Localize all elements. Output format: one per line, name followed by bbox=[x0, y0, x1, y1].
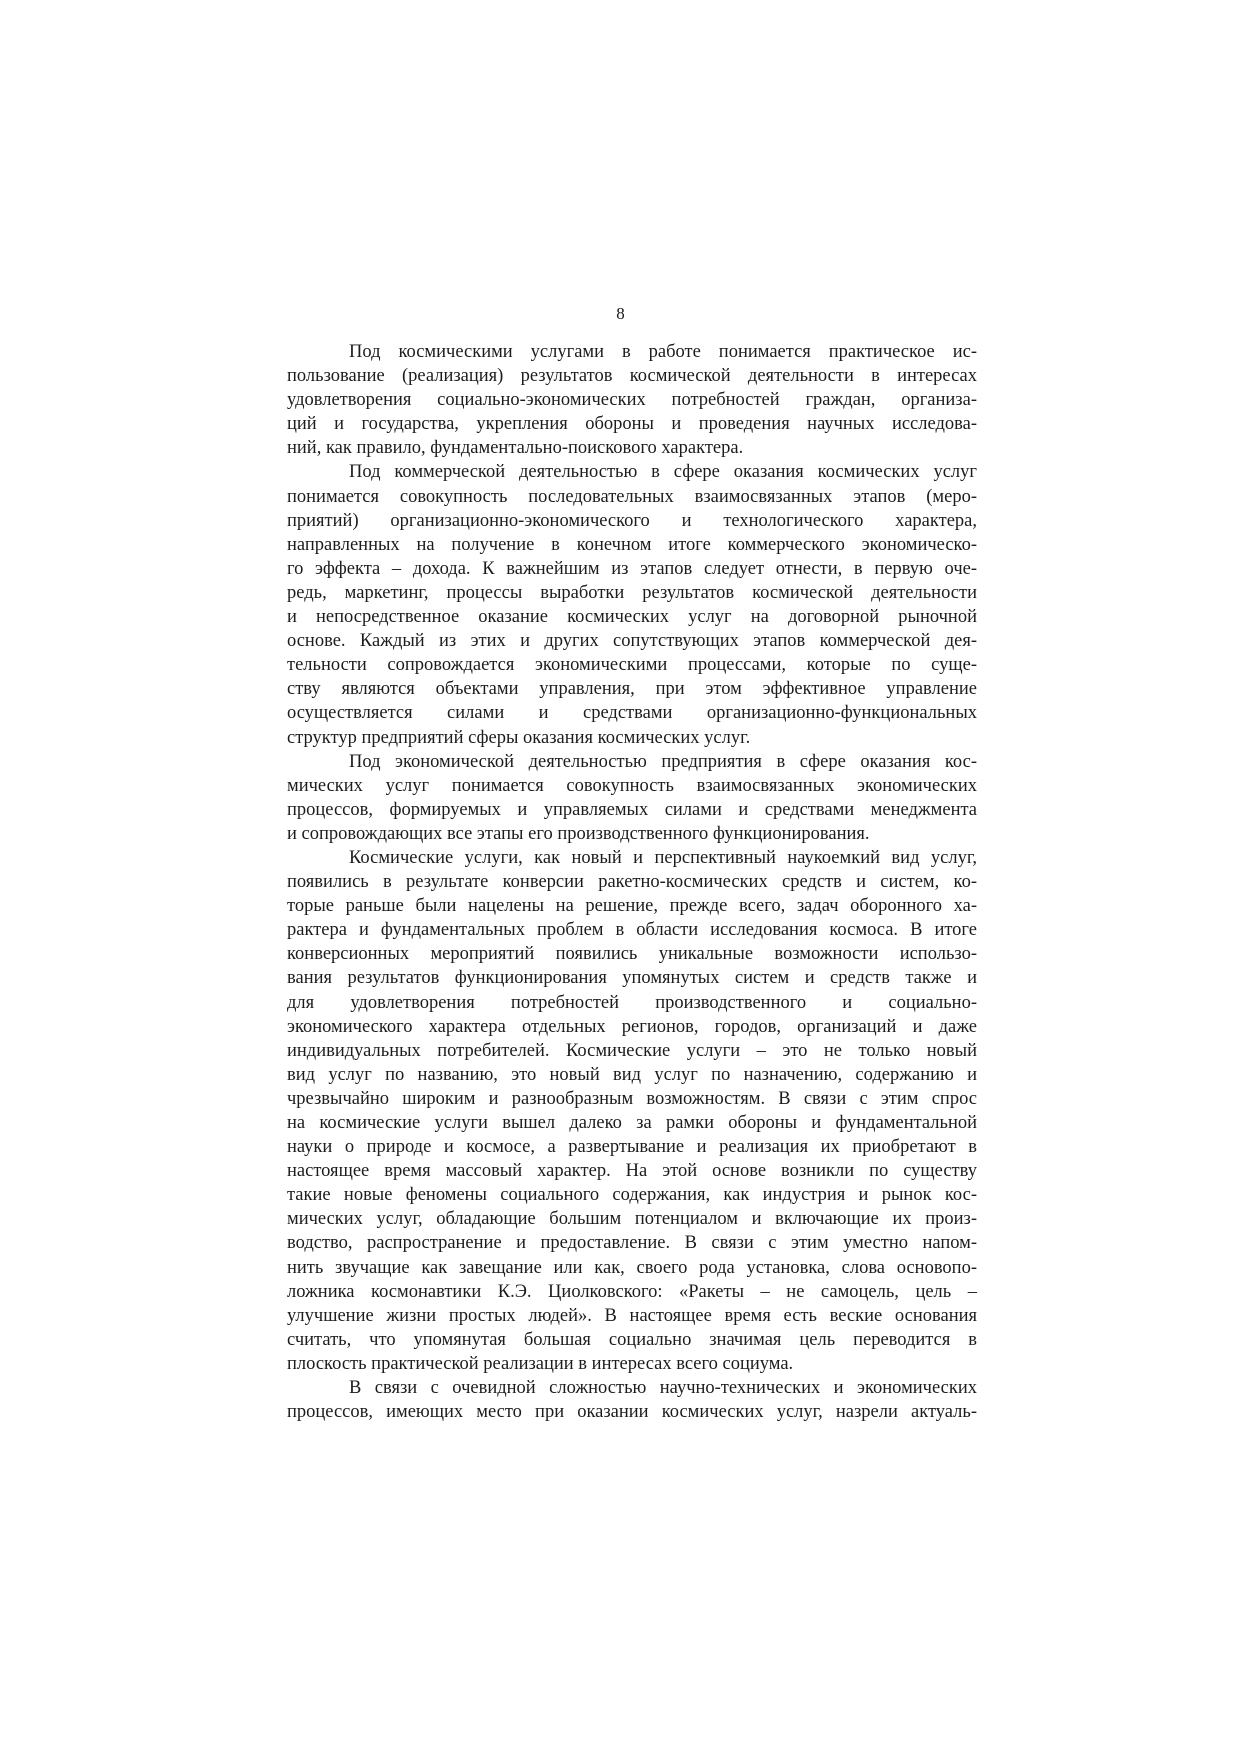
text-line: Под экономической деятельностью предприятия в сфере оказания кос- bbox=[349, 751, 977, 772]
text-line: пользование (реализация) результатов космической деятельности в интересах bbox=[287, 366, 977, 387]
text-line: В связи с очевидной сложностью научно-технических и экономических bbox=[349, 1378, 977, 1399]
text-line: тельности сопровождается экономическими процессами, которые по суще- bbox=[287, 655, 977, 676]
paragraph bbox=[287, 340, 977, 460]
paragraph bbox=[287, 846, 977, 1376]
text-line: удовлетворения социально-экономических потребностей граждан, организа- bbox=[287, 390, 977, 411]
text-line: редь, маркетинг, процессы выработки результатов космической деятельности bbox=[287, 582, 977, 603]
text-line: структур предприятий сферы оказания космических услуг. bbox=[287, 727, 751, 748]
text-line: индивидуальных потребителей. Космические услуги – это не только новый bbox=[287, 1040, 977, 1061]
text-line: основе. Каждый из этих и других сопутствующих этапов коммерческой дея- bbox=[287, 631, 977, 652]
paragraph bbox=[287, 1376, 977, 1424]
text-line: мических услуг понимается совокупность взаимосвязанных экономических bbox=[287, 775, 977, 796]
text-line: ций и государства, укрепления обороны и проведения научных исследова- bbox=[287, 414, 977, 435]
text-line: ложника космонавтики К.Э. Циолковского: «Ракеты – не самоцель, цель – bbox=[287, 1281, 977, 1302]
text-line: считать, что упомянутая большая социально значимая цель переводится в bbox=[287, 1329, 977, 1350]
text-line: осуществляется силами и средствами организационно-функциональных bbox=[287, 703, 977, 724]
text-line: появились в результате конверсии ракетно-космических средств и систем, ко- bbox=[287, 872, 977, 893]
text-line: торые раньше были нацелены на решение, прежде всего, задач оборонного ха- bbox=[287, 896, 977, 917]
page-number: 8 bbox=[616, 304, 625, 323]
body-text bbox=[287, 340, 977, 1424]
text-line: направленных на получение в конечном итоге коммерческого экономическо- bbox=[287, 534, 977, 555]
text-line: для удовлетворения потребностей производственного и социально- bbox=[287, 992, 977, 1013]
text-line: ству являются объектами управления, при этом эффективное управление bbox=[287, 679, 977, 700]
text-line: Космические услуги, как новый и перспективный наукоемкий вид услуг, bbox=[349, 847, 977, 868]
text-line: конверсионных мероприятий появились уникальные возможности использо- bbox=[287, 944, 977, 965]
text-line: го эффекта – дохода. К важнейшим из этапов следует отнести, в первую оче- bbox=[287, 558, 977, 579]
text-line: ний, как правило, фундаментально-поискового характера. bbox=[287, 438, 744, 459]
text-line: нить звучащие как завещание или как, своего рода установка, слова основопо- bbox=[287, 1257, 977, 1278]
text-line: мических услуг, обладающие большим потенциалом и включающие их произ- bbox=[287, 1209, 977, 1230]
text-line: приятий) организационно-экономического и технологического характера, bbox=[287, 510, 977, 531]
text-line: улучшение жизни простых людей». В настоящее время есть веские основания bbox=[287, 1305, 977, 1326]
text-line: чрезвычайно широким и разнообразным возможностям. В связи с этим спрос bbox=[287, 1088, 977, 1109]
text-line: Под космическими услугами в работе понимается практическое ис- bbox=[349, 342, 977, 362]
text-line: вания результатов функционирования упомянутых систем и средств также и bbox=[287, 968, 977, 989]
text-line: Под коммерческой деятельностью в сфере оказания космических услуг bbox=[349, 462, 977, 483]
text-line: плоскость практической реализации в интересах всего социума. bbox=[287, 1353, 794, 1374]
text-line: понимается совокупность последовательных взаимосвязанных этапов (меро- bbox=[287, 486, 977, 507]
text-line: и непосредственное оказание космических услуг на договорной рыночной bbox=[287, 607, 977, 628]
paragraph bbox=[287, 750, 977, 846]
paragraph bbox=[287, 460, 977, 749]
text-line: науки о природе и космосе, а развертывание и реализация их приобретают в bbox=[287, 1137, 977, 1158]
text-line: процессов, имеющих место при оказании космических услуг, назрели актуаль- bbox=[287, 1402, 977, 1423]
text-line: вид услуг по названию, это новый вид услуг по назначению, содержанию и bbox=[287, 1064, 977, 1085]
text-line: водство, распространение и предоставление. В связи с этим уместно напом- bbox=[287, 1233, 977, 1254]
text-line: такие новые феномены социального содержания, как индустрия и рынок кос- bbox=[287, 1185, 977, 1206]
text-line: экономического характера отдельных регионов, городов, организаций и даже bbox=[287, 1016, 977, 1037]
text-line: и сопровождающих все этапы его производственного функционирования. bbox=[287, 823, 870, 844]
text-line: настоящее время массовый характер. На этой основе возникли по существу bbox=[287, 1161, 977, 1182]
text-line: на космические услуги вышел далеко за рамки обороны и фундаментальной bbox=[287, 1113, 977, 1133]
text-line: рактера и фундаментальных проблем в области исследования космоса. В итоге bbox=[287, 920, 977, 941]
text-line: процессов, формируемых и управляемых силами и средствами менеджмента bbox=[287, 799, 977, 820]
